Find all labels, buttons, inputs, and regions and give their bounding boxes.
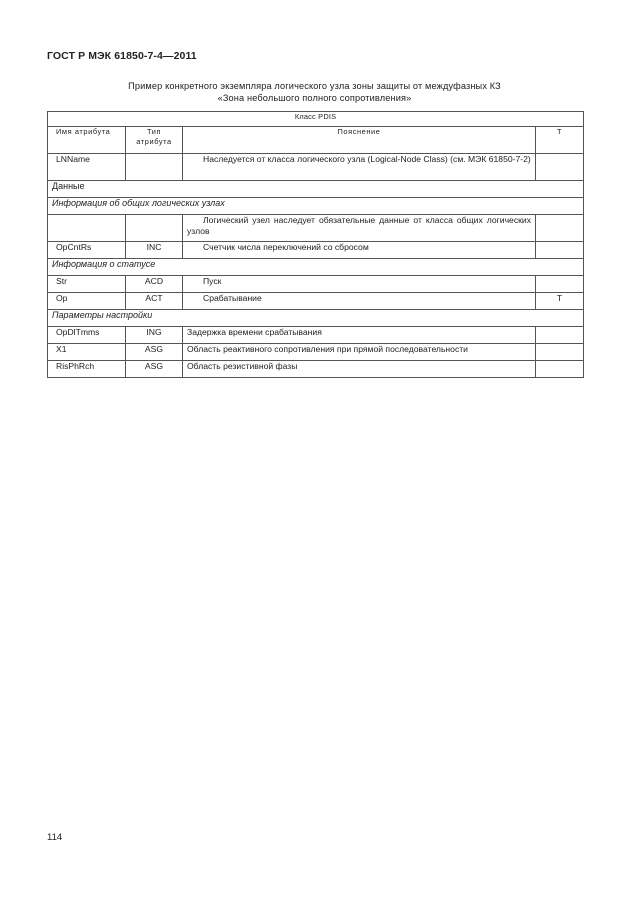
table-row (48, 293, 584, 310)
table-row (48, 327, 584, 344)
cell-type: ACT (126, 293, 183, 310)
table-row (48, 276, 584, 293)
cell-description: Счетчик числа переключений со сбросом (183, 242, 536, 259)
header-attribute-type (126, 127, 183, 154)
table-row (48, 361, 584, 378)
section-row (48, 259, 584, 276)
table-caption-line2: «Зона небольшого полного сопротивления» (217, 93, 412, 103)
cell-t (536, 344, 584, 361)
cell-description: Область реактивного сопротивления при прямой последовательности (183, 344, 536, 361)
header-description: Пояснение (183, 127, 536, 154)
cell-name: LNName (48, 154, 126, 181)
cell-name: X1 (48, 344, 126, 361)
cell-name: Op (48, 293, 126, 310)
header-type-line2: атрибута (136, 137, 172, 146)
cell-description: Логический узел наследует обязательные данные от класса общих логических узлов (183, 215, 536, 242)
cell-type (126, 215, 183, 242)
page-number: 114 (47, 832, 63, 843)
table-row (48, 344, 584, 361)
cell-t (536, 361, 584, 378)
table-row (48, 154, 584, 181)
section-title-common: Информация об общих логических узлах (48, 198, 584, 215)
cell-t (536, 215, 584, 242)
class-title: Класс PDIS (48, 112, 584, 127)
cell-type: INC (126, 242, 183, 259)
document-standard-header: ГОСТ Р МЭК 61850-7-4—2011 (47, 50, 197, 62)
section-title-status: Информация о статусе (48, 259, 584, 276)
section-row (48, 181, 584, 198)
header-type-line1: Тип (146, 127, 162, 136)
cell-type: ASG (126, 361, 183, 378)
section-title-settings: Параметры настройки (48, 310, 584, 327)
header-attribute-name: Имя атрибута (48, 127, 126, 154)
cell-type: ING (126, 327, 183, 344)
cell-description: Срабатывание (183, 293, 536, 310)
cell-type (126, 154, 183, 181)
cell-t (536, 154, 584, 181)
section-row (48, 198, 584, 215)
table-caption-line1: Пример конкретного экземпляра логического узла зоны защиты от междуфазных КЗ (128, 81, 501, 91)
header-t: T (536, 127, 584, 154)
cell-description: Задержка времени срабатывания (183, 327, 536, 344)
table-row (48, 242, 584, 259)
pdis-attribute-table (47, 111, 584, 378)
cell-t: T (536, 293, 584, 310)
cell-name: OpDlTmms (48, 327, 126, 344)
cell-t (536, 327, 584, 344)
cell-description: Наследуется от класса логического узла (Logical-Node Class) (см. МЭК 61850-7-2) (183, 154, 536, 181)
cell-t (536, 242, 584, 259)
cell-t (536, 276, 584, 293)
cell-name: RisPhRch (48, 361, 126, 378)
section-title-data: Данные (48, 181, 584, 198)
cell-description: Пуск (183, 276, 536, 293)
cell-name (48, 215, 126, 242)
cell-name: Str (48, 276, 126, 293)
section-row (48, 310, 584, 327)
column-header-row (48, 127, 584, 154)
cell-description: Область резистивной фазы (183, 361, 536, 378)
cell-name: OpCntRs (48, 242, 126, 259)
class-title-row (48, 112, 584, 127)
cell-type: ACD (126, 276, 183, 293)
table-row (48, 215, 584, 242)
cell-type: ASG (126, 344, 183, 361)
